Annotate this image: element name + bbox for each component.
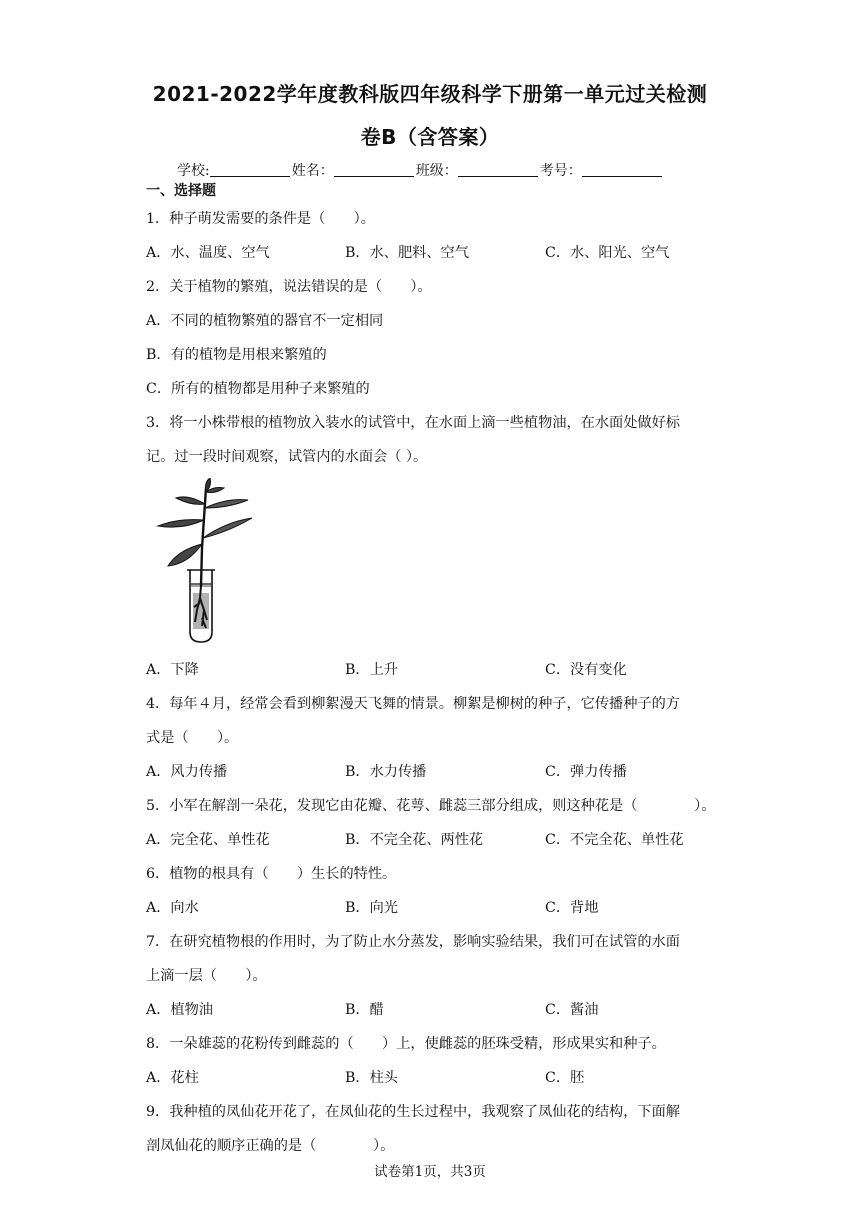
- name-label: 姓名：: [291, 163, 334, 179]
- question-6-stem: 6．植物的根具有（ ）生长的特性。: [146, 866, 397, 882]
- question-1-option-b[interactable]: B．水、肥料、空气: [345, 245, 469, 261]
- question-5-option-a[interactable]: A．完全花、单性花: [146, 832, 270, 848]
- question-7-option-c[interactable]: C．酱油: [545, 1002, 599, 1018]
- question-1-option-a[interactable]: A．水、温度、空气: [146, 245, 270, 261]
- class-blank[interactable]: [458, 162, 538, 177]
- question-1-option-c[interactable]: C．水、阳光、空气: [545, 245, 670, 261]
- question-1-stem: 1．种子萌发需要的条件是（ ）。: [146, 211, 375, 227]
- question-7-stem-line-2: 上滴一层（ ）。: [146, 968, 267, 984]
- question-8-stem: 8．一朵雄蕊的花粉传到雌蕊的（ ）上，使雌蕊的胚珠受精，形成果实和种子。: [146, 1036, 666, 1052]
- question-3-option-a[interactable]: A．下降: [146, 662, 199, 678]
- question-5-option-b[interactable]: B．不完全花、两性花: [345, 832, 484, 848]
- question-8-option-a[interactable]: A．花柱: [146, 1070, 199, 1086]
- page-footer: 试卷第1页，共3页: [374, 1164, 486, 1180]
- question-9-stem-line-2: 剖凤仙花的顺序正确的是（ ）。: [146, 1138, 395, 1154]
- exam-title-line-1: 2021-2022学年度教科版四年级科学下册第一单元过关检测: [152, 82, 708, 106]
- question-9-stem-line-1: 9．我种植的凤仙花开花了，在凤仙花的生长过程中，我观察了凤仙花的结构，下面解: [146, 1104, 680, 1120]
- school-blank[interactable]: [210, 162, 290, 177]
- exam-number-blank[interactable]: [582, 162, 662, 177]
- question-7-option-a[interactable]: A．植物油: [146, 1002, 213, 1018]
- question-8-option-b[interactable]: B．柱头: [345, 1070, 398, 1086]
- exam-number-label: 考号：: [539, 163, 582, 179]
- plant-in-test-tube-illustration: [148, 478, 264, 644]
- question-4-stem-line-1: 4．每年４月，经常会看到柳絮漫天飞舞的情景。柳絮是柳树的种子，它传播种子的方: [146, 696, 680, 712]
- section-heading-choice: 一、选择题: [146, 183, 216, 199]
- question-5-stem: 5．小军在解剖一朵花，发现它由花瓣、花萼、雌蕊三部分组成，则这种花是（ ）。: [146, 798, 716, 814]
- question-2-option-b[interactable]: B．有的植物是用根来繁殖的: [146, 347, 327, 363]
- question-2-option-c[interactable]: C．所有的植物都是用种子来繁殖的: [146, 381, 370, 397]
- question-7-stem-line-1: 7．在研究植物根的作用时，为了防止水分蒸发，影响实验结果，我们可在试管的水面: [146, 934, 680, 950]
- question-6-option-a[interactable]: A．向水: [146, 900, 199, 916]
- name-blank[interactable]: [334, 162, 414, 177]
- class-label: 班级：: [415, 163, 458, 179]
- question-6-option-c[interactable]: C．背地: [545, 900, 599, 916]
- question-5-option-c[interactable]: C．不完全花、单性花: [545, 832, 684, 848]
- question-8-option-c[interactable]: C．胚: [545, 1070, 585, 1086]
- question-3-option-c[interactable]: C．没有变化: [545, 662, 627, 678]
- question-7-option-b[interactable]: B．醋: [345, 1002, 384, 1018]
- question-4-stem-line-2: 式是（ ）。: [146, 730, 239, 746]
- exam-title-line-2: 卷B（含答案）: [360, 125, 500, 149]
- question-3-stem-line-1: 3．将一小株带根的植物放入装水的试管中，在水面上滴一些植物油，在水面处做好标: [146, 415, 680, 431]
- question-4-option-b[interactable]: B．水力传播: [345, 764, 427, 780]
- student-info-row: [177, 160, 664, 180]
- question-4-option-a[interactable]: A．风力传播: [146, 764, 228, 780]
- question-6-option-b[interactable]: B．向光: [345, 900, 398, 916]
- question-2-stem: 2．关于植物的繁殖，说法错误的是（ ）。: [146, 279, 432, 295]
- question-3-option-b[interactable]: B．上升: [345, 662, 398, 678]
- question-2-option-a[interactable]: A．不同的植物繁殖的器官不一定相同: [146, 313, 384, 329]
- question-4-option-c[interactable]: C．弹力传播: [545, 764, 627, 780]
- question-3-stem-line-2: 记。过一段时间观察，试管内的水面会（ ）。: [146, 449, 428, 465]
- school-label: 学校:: [177, 163, 210, 179]
